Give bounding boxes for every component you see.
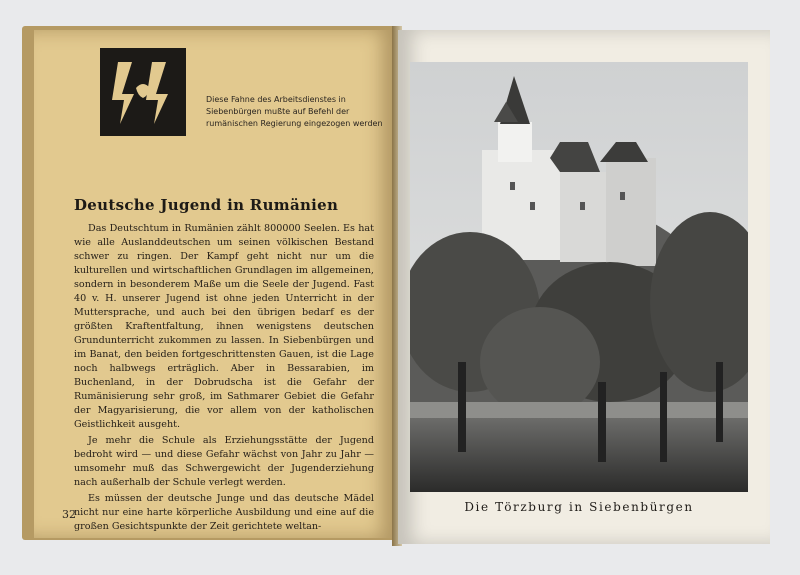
flag-caption: Diese Fahne des Arbeitsdienstes in Siebenbürgen mußte auf Befehl der rumänischen Regierung eingezogen werden (206, 95, 383, 128)
castle-photo-graphic (410, 62, 748, 492)
flag-emblem-graphic (100, 48, 186, 136)
photo-caption: Die Törzburg in Siebenbürgen (464, 500, 694, 514)
paragraph: Je mehr die Schule als Erziehungsstätte der Jugend bedroht wird — und diese Gefahr wächst von Jahr zu Jahr — umsomehr muß das Schwergewicht der Jugenderziehung nach außerhalb der Schule verlegt werden. (74, 435, 374, 488)
castle-photograph (410, 62, 748, 492)
section-heading: Deutsche Jugend in Rumänien (74, 196, 339, 214)
paragraph: Es müssen der deutsche Junge und das deutsche Mädel nicht nur eine harte körperliche Ausbildung und eine auf die großen Gesichtspunkte der Zeit gerichtete weltan- (74, 493, 374, 532)
flag-emblem-image (100, 48, 186, 136)
page-number: 32 (62, 508, 76, 521)
paragraph: Das Deutschtum in Rumänien zählt 800000 Seelen. Es hat wie alle Auslanddeutschen um seinen völkischen Bestand schwer zu ringen. Der Kampf geht nicht nur um die kulturellen und wirtschaftlichen Grundlagen im allgemeinen, sondern in besonderem Maße um die Seele der Jugend. Fast 40 v. H. unserer Jugend ist ohne jeden Unterricht in der Muttersprache, und auch bei den übrigen bedarf es der größten Kraftentfaltung, ihnen wenigstens deutschen Grundunterricht zukommen zu lassen. In Siebenbürgen und im Banat, den beiden fortgeschrittensten Gauen, ist die Lage noch halbwegs erträglich. Aber in Bessarabien, im Buchenland, in der Dobrudscha ist die Gefahr der Rumänisierung sehr groß, im Sathmarer Gebiet die Gefahr der Magyarisierung, die vor allem von der katholischen Geistlichkeit ausgeht. (74, 223, 374, 430)
body-text (74, 222, 374, 536)
